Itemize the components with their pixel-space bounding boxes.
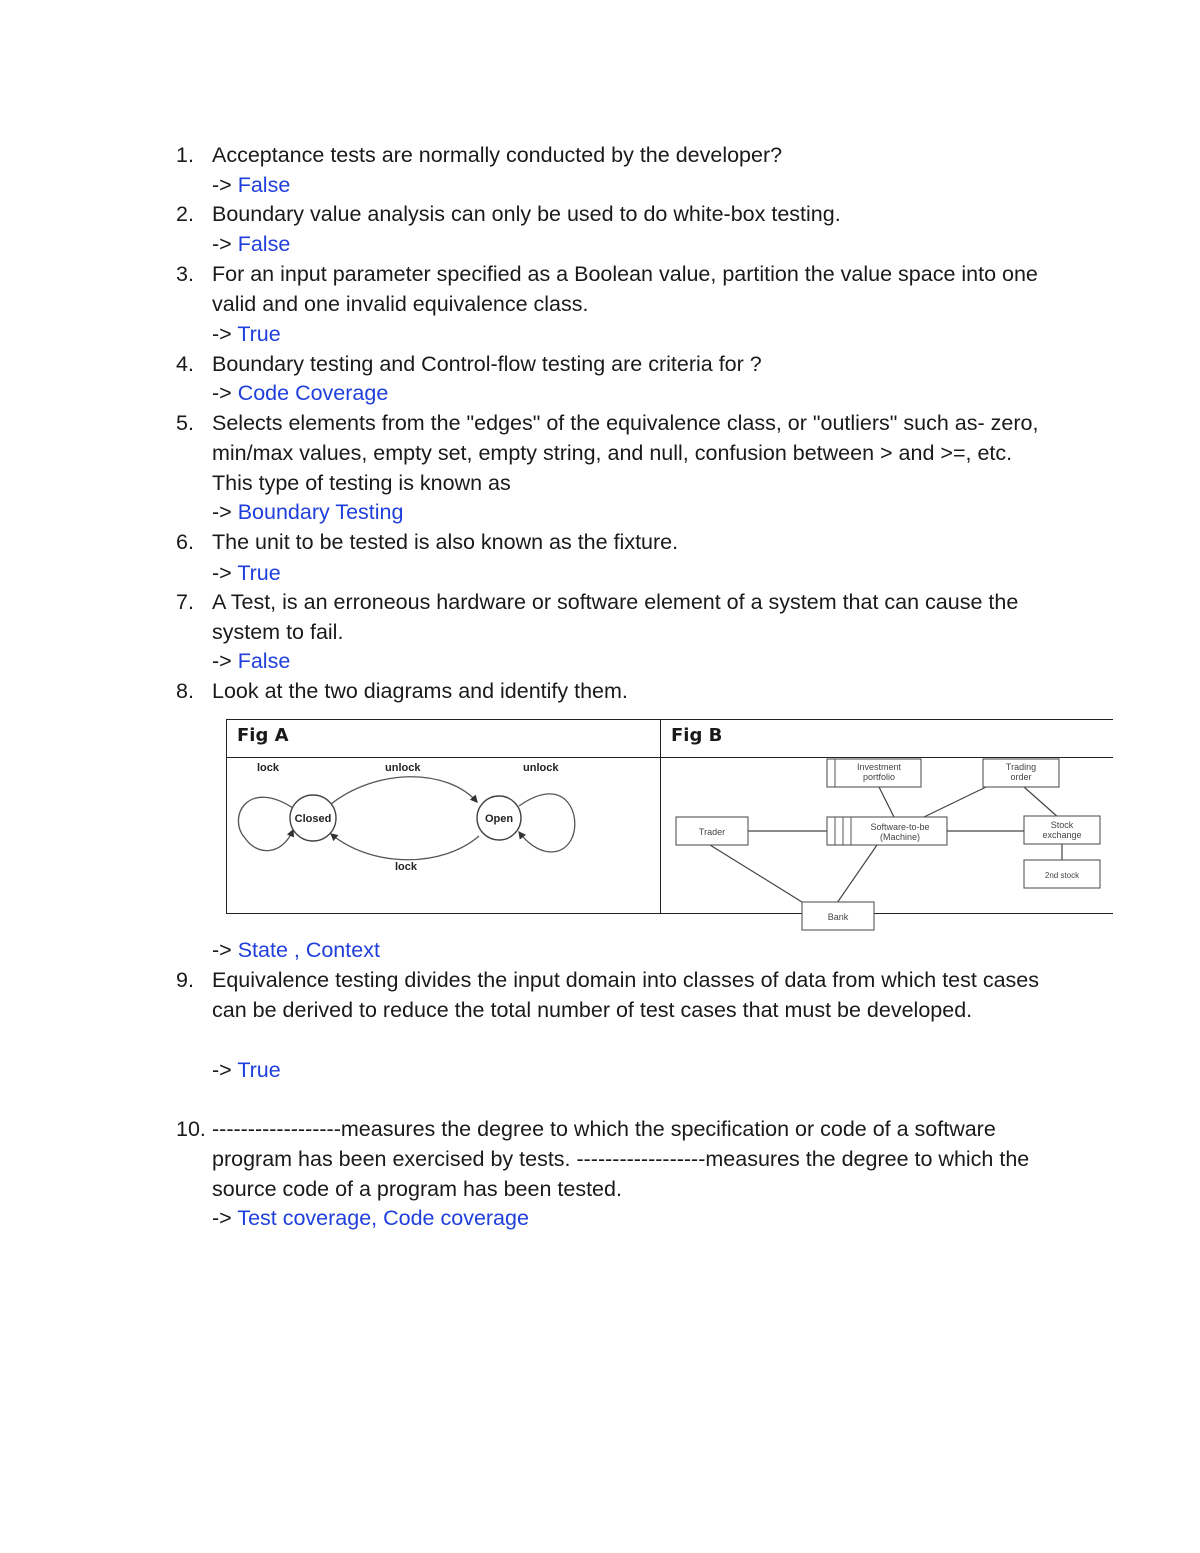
answer-arrow: -> [212, 1058, 232, 1082]
fig-a-unlock-right: unlock [523, 762, 559, 774]
question-number: 6. [176, 530, 194, 554]
answer-9 [212, 1055, 281, 1085]
answer-arrow: -> [212, 1206, 232, 1230]
answer-value: True [237, 1058, 281, 1082]
question-text: Selects elements from the "edges" of the equivalence class, or "outliers" such as- zero, min/max values, empty set, empty string, and null, confusion between > and >=, etc. This type of testing is known as [212, 411, 1039, 495]
answer-value: State , Context [237, 938, 380, 962]
fig-b-second-stock-label: 2nd stock [1044, 871, 1080, 880]
answer-arrow: -> [212, 938, 232, 962]
fig-b-bank-label: Bank [827, 912, 849, 922]
answer-10 [212, 1203, 529, 1233]
answer-3 [212, 319, 281, 349]
question-number: 9. [176, 968, 194, 992]
fig-b-investment-label-2: portfolio [862, 772, 896, 782]
answer-value: Boundary Testing [237, 500, 404, 524]
question-text: The unit to be tested is also known as the fixture. [212, 530, 679, 554]
answer-arrow: -> [212, 561, 232, 585]
answer-arrow: -> [212, 649, 232, 673]
fig-b-label: Fig B [671, 725, 723, 746]
fig-b-machine-label-2: (Machine) [879, 832, 921, 842]
question-text: Acceptance tests are normally conducted by the developer? [212, 143, 783, 167]
answer-arrow: -> [212, 322, 232, 346]
question-text: Boundary value analysis can only be used to do white-box testing. [212, 202, 841, 226]
fig-a-closed-label: Closed [294, 813, 332, 825]
fig-a-unlock-top: unlock [385, 762, 421, 774]
fig-b-trading-label-1: Trading [1005, 762, 1037, 772]
answer-arrow: -> [212, 232, 232, 256]
fig-b-stock-label-1: Stock [1050, 820, 1074, 830]
answer-value: False [237, 232, 291, 256]
fig-b-link [1024, 787, 1059, 818]
question-text: For an input parameter specified as a Boolean value, partition the value space into one valid and one invalid equivalence class. [212, 262, 1038, 316]
answer-7 [212, 646, 290, 676]
question-text: A Test, is an erroneous hardware or software element of a system that can cause the system to fail. [212, 590, 1019, 644]
fig-b-trading-label-2: order [1010, 772, 1032, 782]
fig-a-unlock-self-loop [519, 794, 575, 852]
question-number: 5. [176, 411, 194, 435]
fig-b-link [837, 845, 877, 903]
answer-arrow: -> [212, 381, 232, 405]
fig-b-machine-label-1: Software-to-be [870, 822, 930, 832]
question-text: Boundary testing and Control-flow testing are criteria for ? [212, 352, 762, 376]
question-number: 7. [176, 590, 194, 614]
answer-4 [212, 378, 388, 408]
fig-b-link [924, 787, 986, 817]
fig-a-lock-arc [331, 834, 479, 860]
figure-table [226, 719, 1113, 922]
answer-5 [212, 497, 403, 527]
answer-2 [212, 229, 290, 259]
answer-value: Code Coverage [237, 381, 389, 405]
fig-b-context-diagram [662, 758, 1112, 922]
answer-6 [212, 558, 281, 588]
answer-1 [212, 170, 290, 200]
fig-b-investment-label-1: Investment [856, 762, 902, 772]
question-number: 4. [176, 352, 194, 376]
answer-arrow: -> [212, 500, 232, 524]
answer-value: True [237, 561, 281, 585]
question-text: ------------------measures the degree to which the specification or code of a software program has been exercised by tests. ------------------measures the degree to which the source code of a program has been tested. [212, 1117, 1030, 1201]
fig-b-trader-label: Trader [698, 827, 726, 837]
answer-8 [212, 935, 380, 965]
fig-b-link [879, 787, 894, 817]
answer-value: False [237, 649, 291, 673]
fig-b-link [710, 845, 802, 902]
fig-a-unlock-arc [331, 777, 477, 804]
fig-a-label: Fig A [237, 725, 289, 746]
question-text: Equivalence testing divides the input domain into classes of data from which test cases can be derived to reduce the total number of test cases that must be developed. [212, 968, 1040, 1022]
fig-a-lock-bottom: lock [395, 861, 418, 873]
question-number: 3. [176, 262, 194, 286]
question-number: 8. [176, 679, 194, 703]
answer-value: False [237, 173, 291, 197]
answer-arrow: -> [212, 173, 232, 197]
fig-a-open-label: Open [484, 813, 514, 825]
answer-value: Test coverage, Code coverage [237, 1206, 529, 1230]
question-number: 1. [176, 143, 194, 167]
question-number: 2. [176, 202, 194, 226]
answer-value: True [237, 322, 281, 346]
question-text: Look at the two diagrams and identify them. [212, 679, 628, 703]
fig-b-stock-label-2: exchange [1042, 830, 1082, 840]
question-number: 10. [176, 1117, 206, 1141]
table-column-divider [660, 720, 661, 913]
fig-a-state-diagram [227, 758, 659, 912]
fig-a-lock-self-loop [238, 797, 293, 850]
fig-a-lock-top: lock [257, 762, 280, 774]
